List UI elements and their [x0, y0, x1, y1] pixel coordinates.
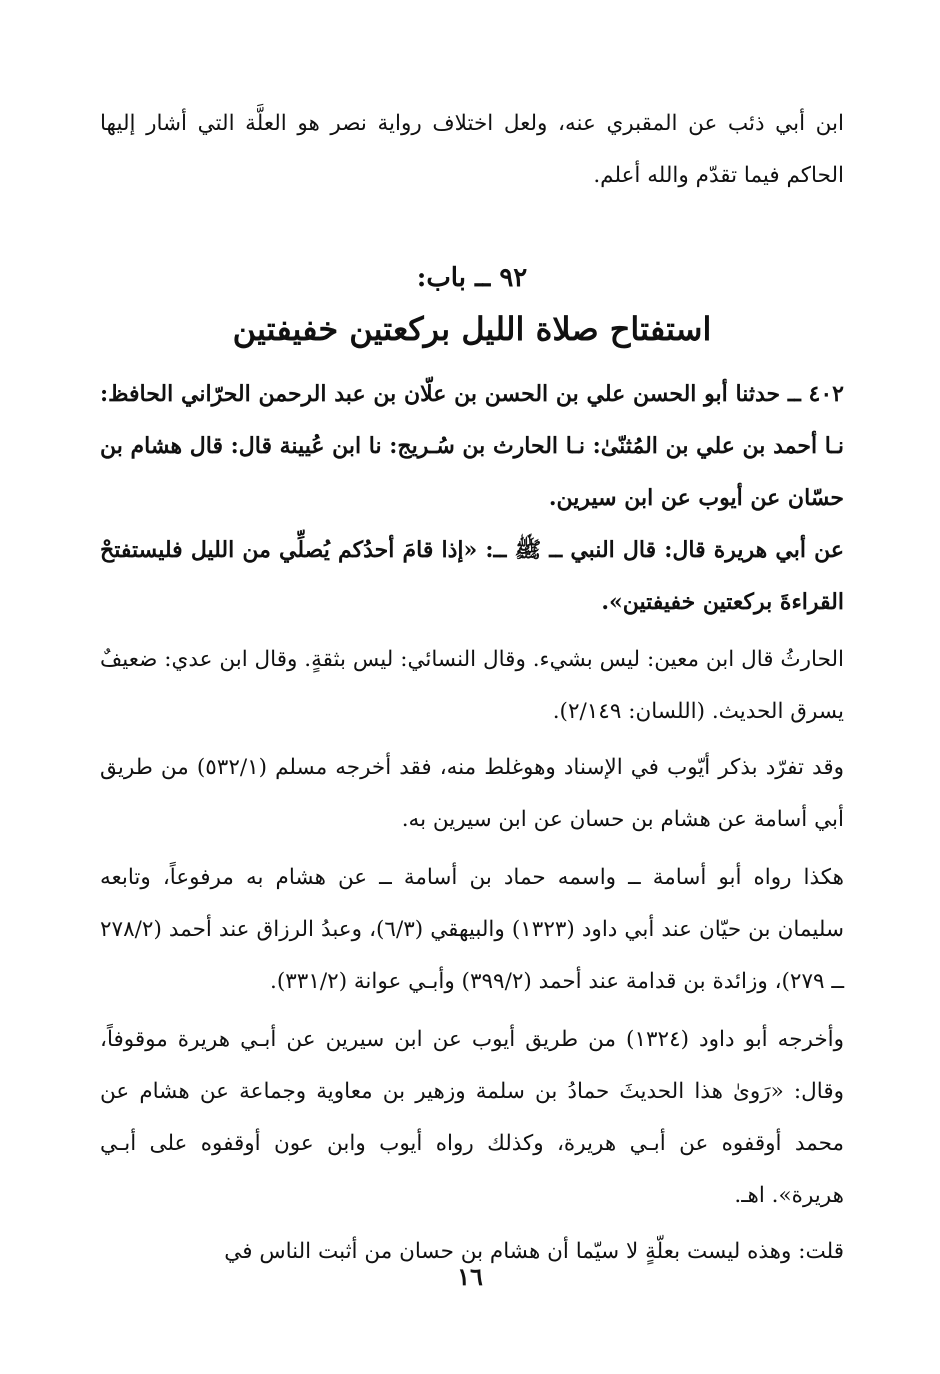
- page-number: ١٦: [457, 1262, 483, 1291]
- hadith-matn: عن أبي هريرة قال: قال النبي ــ ﷺ ــ: «إذا قامَ أحدُكم يُصلِّي من الليل فليستفتحْ القراءةَ بركعتين خفيفتين».: [100, 537, 844, 615]
- chapter-heading: [100, 258, 844, 354]
- commentary-paragraph-3: هكذا رواه أبو أسامة ــ واسمه حماد بن أسامة ــ عن هشام به مرفوعاً، وتابعه سليمان بن حيّان عند أبي داود (١٣٢٣) والبيهقي (٦/٣)، وعبدُ الرزاق عند أحمد (٢٧٨/٢ ــ ٢٧٩)، وزائدة بن قدامة عند أحمد (٣٩٩/٢) وأبـي عوانة (٣٣١/٢).: [100, 865, 844, 994]
- intro-paragraph: ابن أبي ذئب عن المقبري عنه، ولعل اختلاف رواية نصر هو العلَّة التي أشار إليها الحاكم فيما تقدّم والله أعلم.: [100, 111, 844, 188]
- chapter-number: ٩٢ ــ باب:: [416, 263, 528, 293]
- commentary-paragraph-1: الحارثُ قال ابن معين: ليس بشيء. وقال النسائي: ليس بثقةٍ. وقال ابن عدي: ضعيفٌ يسرق الحديث. (اللسان: ٢/١٤٩).: [100, 647, 844, 724]
- chapter-title: استفتاح صلاة الليل بركعتين خفيفتين: [232, 310, 712, 348]
- commentary-paragraph-5: قلت: وهذه ليست بعلّةٍ لا سيّما أن هشام بن حسان من أثبت الناس في: [224, 1239, 844, 1264]
- commentary-paragraph-4: وأخرجه أبو داود (١٣٢٤) من طريق أيوب عن ابن سيرين عن أبـي هريرة موقوفاً، وقال: «رَوىٰ هذا الحديثَ حمادُ بن سلمة وزهير بن معاوية وجماعة عن هشام عن محمد أوقفوه عن أبـي هريرة، وكذلك رواه أيوب وابن عون أوقفوه على أبـي هريرة». اهـ.: [100, 1027, 845, 1208]
- hadith-isnad: ٤٠٢ ــ حدثنا أبو الحسن علي بن الحسن بن علّان بن عبد الرحمن الحرّاني الحافظ: نـا أحمد بن علي بن المُثنّىٰ: نـا الحارث بن سُـريج: نا ابن عُيينة قال: قال هشام بن حسّان عن أيوب عن ابن سيرين.: [100, 381, 844, 511]
- commentary-paragraph-2: وقد تفرّد بذكر أيّوب في الإسناد وهوغلط منه، فقد أخرجه مسلم (٥٣٢/١) من طريق أبي أسامة عن هشام بن حسان عن ابن سيرين به.: [100, 755, 844, 832]
